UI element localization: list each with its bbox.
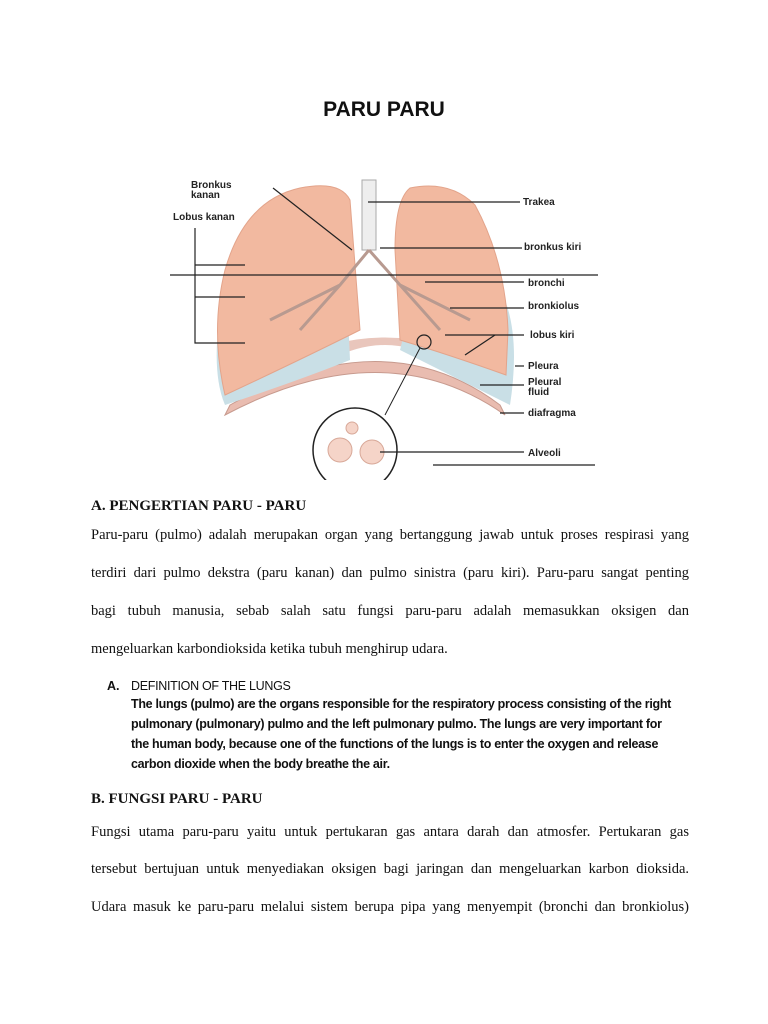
section-b-line: tersebut bertujuan untuk menyediakan oksigen bagi jaringan dan mengeluarkan karbon dioksida. [91,861,689,877]
label-pleura: Pleura [528,361,559,372]
section-a-line: terdiri dari pulmo dekstra (paru kanan) dan pulmo sinistra (paru kiri). Paru-paru sangat penting [91,565,689,581]
label-bronkus-kanan: Bronkus [191,180,232,191]
label-trakea: Trakea [523,197,555,208]
section-a-heading: A. PENGERTIAN PARU - PARU [91,498,307,514]
definition-heading: DEFINITION OF THE LUNGS [131,679,291,693]
label-diafragma: diafragma [528,408,576,419]
label-lobus-kanan: Lobus kanan [173,212,235,223]
label-bronkus-kiri: bronkus kiri [524,242,582,253]
label-pleural-fluid-2: fluid [528,387,550,398]
label-bronkus-kanan-2: kanan [191,190,220,201]
definition-line: The lungs (pulmo) are the organs responsible for the respiratory process consisting of the right [131,697,672,711]
label-lobus-kiri: lobus kiri [530,330,575,341]
definition-marker: A. [107,679,120,693]
alveoli-zoom-circle [313,408,397,480]
definition-line: pulmonary (pulmonary) pulmo and the left pulmonary pulmo. The lungs are very important for [131,717,662,731]
definition-line: carbon dioxide when the body breathe the air. [131,757,390,771]
definition-line: the human body, because one of the functions of the lungs is to enter the oxygen and release [131,737,659,751]
section-b-heading: B. FUNGSI PARU - PARU [91,791,263,807]
section-a-line: Paru-paru (pulmo) adalah merupakan organ yang bertanggung jawab untuk proses respirasi yang [91,527,689,543]
section-b-line: Fungsi utama paru-paru yaitu untuk pertukaran gas antara darah dan atmosfer. Pertukaran gas [91,824,689,840]
label-pleural-fluid: Pleural [528,377,562,388]
section-b-line: Udara masuk ke paru-paru melalui sistem berupa pipa yang menyempit (bronchi dan bronkiolus) [91,899,689,915]
lungs-diagram [0,0,768,480]
label-bronkiolus: bronkiolus [528,301,580,312]
section-a-line: bagi tubuh manusia, sebab salah satu fungsi paru-paru adalah memasukkan oksigen dan [91,603,689,619]
section-a-line: mengeluarkan karbondioksida ketika tubuh menghirup udara. [91,641,448,657]
page-title: PARU PARU [323,98,445,121]
label-bronchi: bronchi [528,278,565,289]
trachea [362,180,376,250]
label-alveoli: Alveoli [528,448,561,459]
